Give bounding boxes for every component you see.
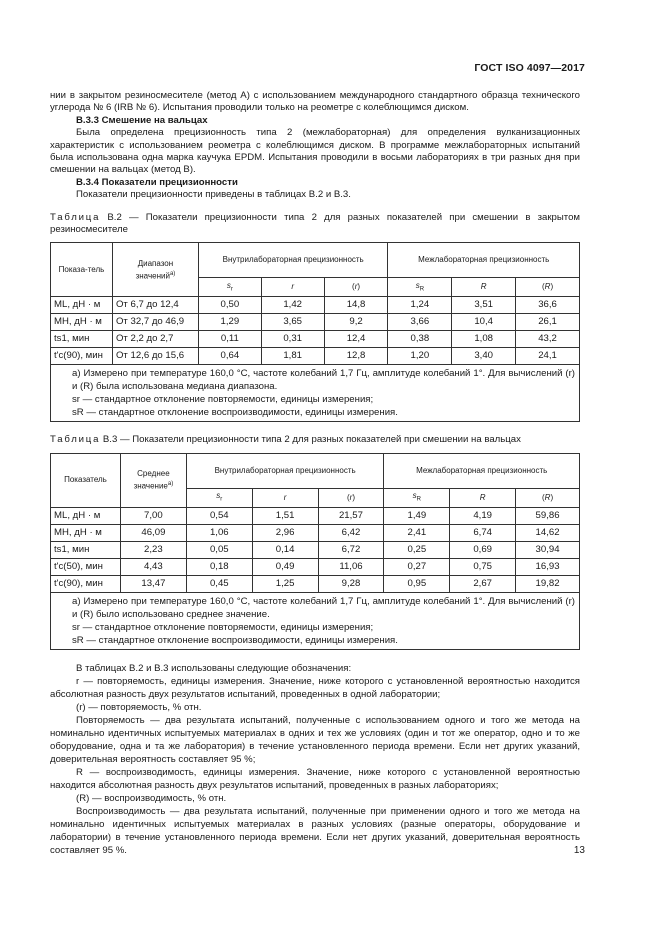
definition-reproducibility: Воспроизводимость — два результата испытаний, полученные при применении одного и того же метода на номинально идентичных испытуемых материалах в разных условиях (разные операторы, оборудование и лаборатории) в течение установленного периода времени. Если нет других указаний, доверительная вероятность составляет 95 %. (50, 805, 580, 856)
table-b2-cell-value: 0,38 (388, 331, 452, 348)
table-b3-cell-value: 2,67 (450, 575, 516, 592)
table-b3-cell-mean: 13,47 (120, 575, 186, 592)
table-b3-cell-value: 16,93 (516, 558, 580, 575)
table-b2-sub-r-rel: (r) (324, 278, 388, 297)
table-b3-cell-value: 19,82 (516, 575, 580, 592)
section-heading-b33: B.3.3 Смешение на вальцах (76, 114, 208, 126)
definition-R: R — воспроизводимость, единицы измерения. Значение, ниже которого с установленной вероятностью находится абсолютная разность двух результатов испытаний, проведенных в разных лабораториях; (50, 766, 580, 791)
table-b2-sub-sR: $s_R$ (388, 278, 452, 297)
table-b2-cell-value: 9,2 (324, 314, 388, 331)
table-b3-cell-value: 1,06 (186, 524, 252, 541)
table-row (51, 575, 580, 592)
table-b3-header-mean: Среднее значение$^{a)}$ (120, 453, 186, 507)
table-b3-cell-value: 1,25 (252, 575, 318, 592)
table-b3-sub-r: r (252, 488, 318, 507)
table-b3-sub-r-rel: (r) (318, 488, 384, 507)
table-b2-sub-R: R (452, 278, 516, 297)
table-b3-cell-mean: 4,43 (120, 558, 186, 575)
table-b2-cell-value: 3,65 (261, 314, 324, 331)
table-b2-cell-value: 1,24 (388, 297, 452, 314)
section-paragraph-b33: Была определена прецизионность типа 2 (межлабораторная) для определения вулканизационных характеристик с использованием реометра с колеблющимся диском. В программе межлабораторных испытаний была использована одна марка каучука EPDM. Испытания проводили в восьми лабораториях в три разных дня при смешении на вальцах (метод В). (50, 127, 580, 176)
table-b2-cell-value: 0,31 (261, 331, 324, 348)
table-b3-caption-text: B.3 — Показатели прецизионности типа 2 для разных показателей при смешении на вальцах (100, 434, 521, 446)
table-b2-cell-param: t'c(90), мин (51, 348, 113, 365)
table-b3-notes (51, 592, 580, 649)
table-b3-cell-mean: 7,00 (120, 507, 186, 524)
table-b2-cell-param: ts1, мин (51, 331, 113, 348)
table-b3 (50, 453, 580, 650)
table-b2-cell-range: От 32,7 до 46,9 (112, 314, 198, 331)
table-row (51, 558, 580, 575)
definition-R-relative: (R) — воспроизводимость, % отн. (76, 792, 227, 804)
table-b2-cell-value: 1,20 (388, 348, 452, 365)
table-b2-cell-value: 0,11 (198, 331, 261, 348)
table-b3-caption-label: Таблица (50, 434, 101, 446)
intro-paragraph: нии в закрытом резиносмесителе (метод А) с использованием международного стандартного образца технического углерода № 6 (IRB № 6). Испытания проводили только на реометре с колеблющимся диском. (50, 90, 580, 114)
table-b2-cell-value: 1,42 (261, 297, 324, 314)
table-b2-sub-R-rel: (R) (516, 278, 580, 297)
table-row (51, 314, 580, 331)
table-b3-sub-R-rel: (R) (516, 488, 580, 507)
table-b3-cell-value: 0,54 (186, 507, 252, 524)
table-row (51, 297, 580, 314)
table-b3-cell-value: 6,42 (318, 524, 384, 541)
table-b2-note-a: a) Измерено при температуре 160,0 °С, частоте колебаний 1,7 Гц, амплитуде колебаний 1°. Для вычислений (r) и (R) была использована медиана диапазона. (72, 368, 575, 393)
table-b3-note-sr: sr — стандартное отклонение повторяемости, единицы измерения; (72, 621, 374, 633)
table-b2-header-param: Показа-тель (51, 243, 113, 297)
table-b2-cell-value: 0,64 (198, 348, 261, 365)
table-b2-cell-value: 14,8 (324, 297, 388, 314)
table-b2-cell-value: 3,51 (452, 297, 516, 314)
table-b3-note-a: a) Измерено при температуре 160,0 °С, частоте колебаний 1,7 Гц, амплитуде колебаний 1°. Для вычислений (r) и (R) было использовано среднее значение. (72, 595, 575, 620)
table-b2-cell-value: 1,08 (452, 331, 516, 348)
table-b2-cell-value: 24,1 (516, 348, 580, 365)
table-b3-cell-value: 0,49 (252, 558, 318, 575)
section-heading-b34: B.3.4 Показатели прецизионности (76, 176, 238, 188)
table-b2-cell-value: 0,50 (198, 297, 261, 314)
table-b3-cell-value: 0,18 (186, 558, 252, 575)
table-row (51, 331, 580, 348)
table-b3-cell-value: 30,94 (516, 541, 580, 558)
definition-r: r — повторяемость, единицы измерения. Значение, ниже которого с установленной вероятностью находится абсолютная разность двух результатов испытаний, проведенных в одной лаборатории; (50, 675, 580, 700)
table-b2-cell-param: MH, дН · м (51, 314, 113, 331)
table-b2-sub-r: r (261, 278, 324, 297)
table-b2-note-sr: sr — стандартное отклонение повторяемости, единицы измерения; (72, 394, 374, 406)
table-b2-cell-value: 10,4 (452, 314, 516, 331)
table-b3-cell-value: 0,14 (252, 541, 318, 558)
table-b3-cell-param: MH, дН · м (51, 524, 121, 541)
table-b3-cell-value: 11,06 (318, 558, 384, 575)
table-b3-caption (50, 434, 580, 446)
table-b2-cell-value: 3,66 (388, 314, 452, 331)
table-b2-caption-label: Таблица (50, 211, 101, 223)
table-b3-cell-value: 0,45 (186, 575, 252, 592)
table-b3-cell-value: 6,72 (318, 541, 384, 558)
table-b2-caption-text: B.2 — Показатели прецизионности типа 2 для разных показателей при смешении в закрытом резиносмесителе (50, 211, 580, 236)
table-b2-cell-value: 12,8 (324, 348, 388, 365)
table-row (51, 541, 580, 558)
table-b3-cell-value: 2,96 (252, 524, 318, 541)
table-b3-note-sR: sR — стандартное отклонение воспроизводимости, единицы измерения. (72, 634, 398, 646)
table-b3-cell-mean: 46,09 (120, 524, 186, 541)
table-b2-cell-value: 1,81 (261, 348, 324, 365)
table-b2-note-sR: sR — стандартное отклонение воспроизводимости, единицы измерения. (72, 407, 398, 419)
table-b3-cell-value: 9,28 (318, 575, 384, 592)
table-b2-header-within: Внутрилабораторная прецизионность (198, 243, 388, 278)
table-b2-cell-range: От 2,2 до 2,7 (112, 331, 198, 348)
table-b3-header-between: Межлабораторная прецизионность (384, 453, 580, 488)
table-b3-cell-value: 0,05 (186, 541, 252, 558)
table-b3-cell-value: 6,74 (450, 524, 516, 541)
table-b2-cell-value: 36,6 (516, 297, 580, 314)
definitions-block (50, 662, 580, 857)
table-b2-sub-sr: $s_r$ (198, 278, 261, 297)
table-b3-cell-value: 0,69 (450, 541, 516, 558)
page-content (50, 90, 580, 857)
table-b2-cell-value: 3,40 (452, 348, 516, 365)
table-b2-header-between: Межлабораторная прецизионность (388, 243, 580, 278)
table-b3-cell-value: 1,51 (252, 507, 318, 524)
table-row (51, 524, 580, 541)
table-b2-cell-value: 26,1 (516, 314, 580, 331)
table-row (51, 507, 580, 524)
table-b2-header-range: Диапазон значений$^{a)}$ (112, 243, 198, 297)
definitions-intro: В таблицах B.2 и B.3 использованы следующие обозначения: (76, 662, 352, 674)
page-number: 13 (573, 845, 585, 856)
table-b3-header-within: Внутрилабораторная прецизионность (186, 453, 384, 488)
table-b3-sub-sR: $s_R$ (384, 488, 450, 507)
definition-repeatability: Повторяемость — два результата испытаний, полученные с использованием одного и того же метода на номинально идентичных испытуемых материалах в одних и тех же условиях (один и тот же оператор, одно и то же оборудование, одна и та же лаборатория) в течение установленного периода времени. Если нет других указаний, доверительная вероятность составляет 95 %; (50, 714, 580, 765)
table-b3-cell-value: 4,19 (450, 507, 516, 524)
document-code: ГОСТ ISO 4097—2017 (474, 62, 585, 74)
table-b3-sub-sr: $s_r$ (186, 488, 252, 507)
table-b3-cell-param: t'c(90), мин (51, 575, 121, 592)
table-b3-header-param: Показатель (51, 453, 121, 507)
table-b3-cell-param: ts1, мин (51, 541, 121, 558)
table-b3-cell-value: 1,49 (384, 507, 450, 524)
table-b2-cell-value: 12,4 (324, 331, 388, 348)
table-b3-cell-value: 0,75 (450, 558, 516, 575)
table-b2-caption (50, 212, 580, 237)
table-b3-cell-mean: 2,23 (120, 541, 186, 558)
table-b2-cell-range: От 6,7 до 12,4 (112, 297, 198, 314)
table-b2-cell-range: От 12,6 до 15,6 (112, 348, 198, 365)
table-b3-cell-value: 21,57 (318, 507, 384, 524)
table-b2-cell-param: ML, дН · м (51, 297, 113, 314)
table-row (51, 348, 580, 365)
table-b2 (50, 242, 580, 422)
table-b2-notes (51, 365, 580, 422)
table-b3-cell-value: 0,27 (384, 558, 450, 575)
table-b3-cell-param: t'c(50), мин (51, 558, 121, 575)
table-b3-cell-value: 0,95 (384, 575, 450, 592)
table-b3-cell-param: ML, дН · м (51, 507, 121, 524)
table-b2-cell-value: 1,29 (198, 314, 261, 331)
table-b2-cell-value: 43,2 (516, 331, 580, 348)
table-b3-sub-R: R (450, 488, 516, 507)
definition-r-relative: (r) — повторяемость, % отн. (76, 701, 202, 713)
table-b3-cell-value: 2,41 (384, 524, 450, 541)
section-paragraph-b34: Показатели прецизионности приведены в таблицах B.2 и B.3. (76, 189, 351, 201)
table-b3-cell-value: 14,62 (516, 524, 580, 541)
table-b3-cell-value: 0,25 (384, 541, 450, 558)
table-b3-cell-value: 59,86 (516, 507, 580, 524)
